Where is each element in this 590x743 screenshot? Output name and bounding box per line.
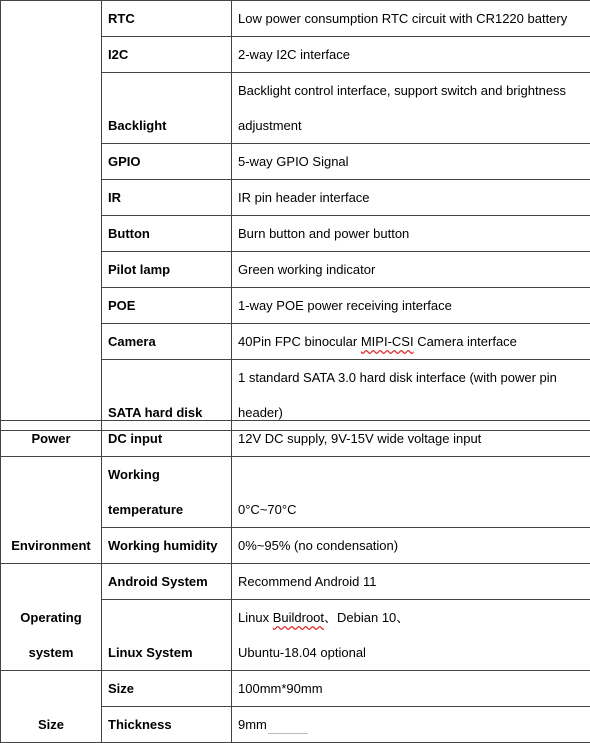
item-sata: SATA hard disk (102, 360, 232, 431)
desc-sata-line2: header) (238, 395, 584, 430)
item-ir: IR (102, 180, 232, 216)
spec-table-lower (0, 420, 590, 743)
table-row-size (1, 671, 590, 707)
category-operating-system (1, 564, 102, 671)
table-row-android-system (1, 564, 590, 600)
item-thickness: Thickness (102, 707, 232, 743)
desc-linux-system (232, 600, 590, 671)
desc-camera-pre: 40Pin FPC binocular (238, 334, 361, 349)
item-gpio: GPIO (102, 144, 232, 180)
item-rtc: RTC (102, 1, 232, 37)
item-poe: POE (102, 288, 232, 324)
item-working-temperature-line1: Working (108, 457, 225, 492)
desc-sata-line1: 1 standard SATA 3.0 hard disk interface (with power pin (238, 360, 584, 395)
desc-linux-system-line1 (238, 600, 584, 635)
category-operating-system-line1: Operating (7, 600, 95, 635)
item-working-humidity: Working humidity (102, 528, 232, 564)
desc-working-humidity: 0%~95% (no condensation) (232, 528, 590, 564)
category-environment: Environment (1, 457, 102, 564)
item-button: Button (102, 216, 232, 252)
desc-poe: 1-way POE power receiving interface (232, 288, 590, 324)
item-pilot-lamp: Pilot lamp (102, 252, 232, 288)
item-android-system: Android System (102, 564, 232, 600)
desc-ir: IR pin header interface (232, 180, 590, 216)
item-working-temperature (102, 457, 232, 528)
desc-rtc: Low power consumption RTC circuit with CR1220 battery (232, 1, 590, 37)
desc-i2c: 2-way I2C interface (232, 37, 590, 73)
desc-gpio: 5-way GPIO Signal (232, 144, 590, 180)
desc-backlight-line2: adjustment (238, 108, 584, 143)
category-operating-system-line2: system (7, 635, 95, 670)
desc-backlight (232, 73, 590, 144)
desc-android-system: Recommend Android 11 (232, 564, 590, 600)
desc-button: Burn button and power button (232, 216, 590, 252)
desc-size: 100mm*90mm (232, 671, 590, 707)
page-edge-mark (268, 733, 308, 734)
desc-camera (232, 324, 590, 360)
desc-pilot-lamp: Green working indicator (232, 252, 590, 288)
table-row-rtc (1, 1, 590, 37)
item-i2c: I2C (102, 37, 232, 73)
item-working-temperature-line2: temperature (108, 492, 225, 527)
table-row-power (1, 421, 590, 457)
desc-camera-post: Camera interface (414, 334, 517, 349)
item-dc-input: DC input (102, 421, 232, 457)
desc-linux-system-line2: Ubuntu-18.04 optional (238, 635, 584, 670)
table-row-working-temperature (1, 457, 590, 528)
item-camera: Camera (102, 324, 232, 360)
desc-linux-pre: Linux (238, 610, 273, 625)
desc-linux-post: 、Debian 10、 (324, 610, 409, 625)
desc-working-temperature: 0°C~70°C (232, 457, 590, 528)
item-linux-system: Linux System (102, 600, 232, 671)
item-size: Size (102, 671, 232, 707)
desc-thickness: 9mm (232, 707, 590, 743)
desc-camera-squiggle: MIPI-CSI (361, 334, 414, 349)
category-power: Power (1, 421, 102, 457)
category-size: Size (1, 671, 102, 743)
desc-linux-squiggle: Buildroot (273, 610, 324, 625)
desc-backlight-line1: Backlight control interface, support switch and brightness (238, 73, 584, 108)
item-backlight: Backlight (102, 73, 232, 144)
category-cell-interface (1, 1, 102, 431)
desc-dc-input: 12V DC supply, 9V-15V wide voltage input (232, 421, 590, 457)
